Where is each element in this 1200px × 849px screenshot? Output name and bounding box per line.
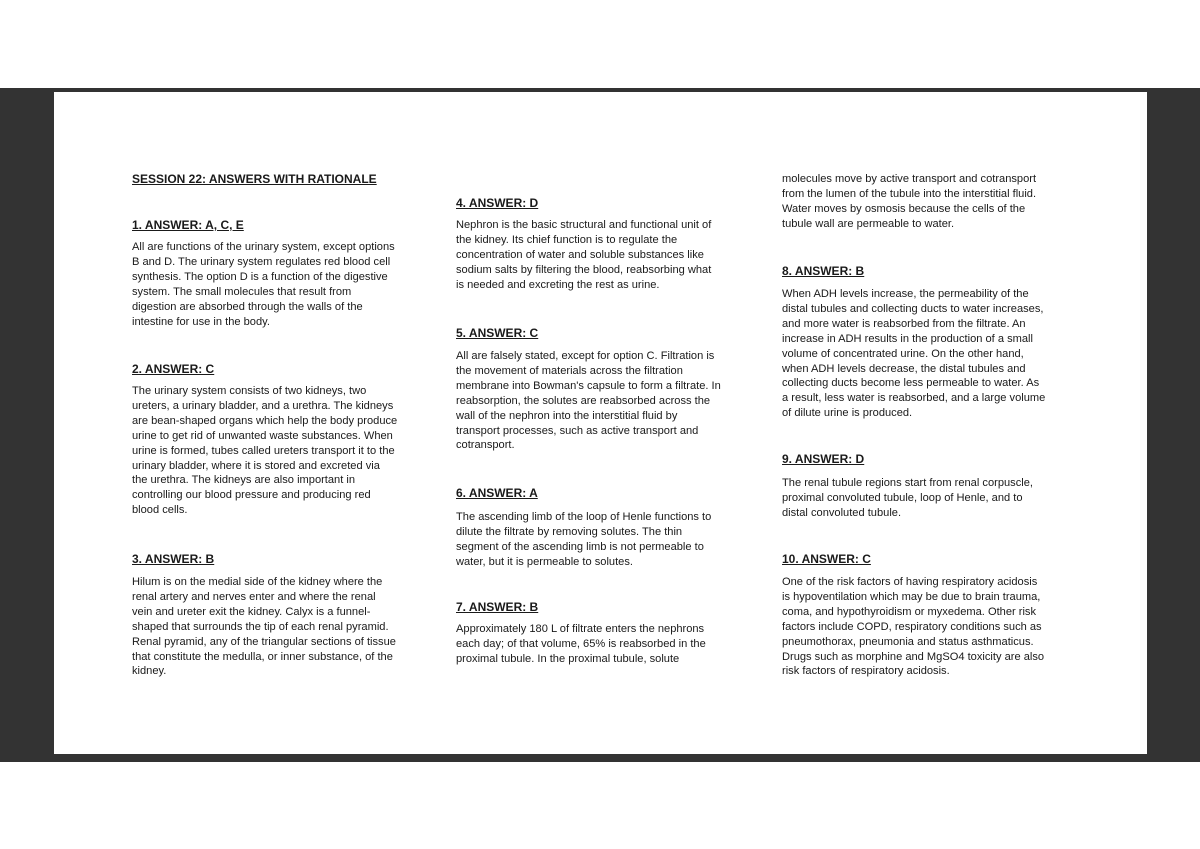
text-line: pneumothorax, pneumonia and status asthmaticus. [782,635,1034,648]
text-line: digestion are absorbed through the walls of the [132,300,363,313]
answer-7-heading: 7. ANSWER: B [456,600,539,614]
text-line: is needed and excreting the rest as urine. [456,278,660,291]
text-line: All are functions of the urinary system, except options [132,241,395,253]
answer-8-rationale [782,287,1082,421]
text-line: When ADH levels increase, the permeability of the [782,288,1029,300]
text-line: the movement of materials across the filtration [456,364,683,377]
text-line: wall of the nephron into the interstitial fluid by [456,409,678,422]
text-line: molecules move by active transport and cotransport [782,173,1037,185]
text-line: tubule wall are permeable to water. [782,217,955,230]
text-line: of dilute urine is produced. [782,407,913,420]
text-line: proximal tubule. In the proximal tubule, solute [456,652,680,665]
text-line: sodium salts by filtering the blood, reabsorbing what [456,263,712,276]
text-line: Renal pyramid, any of the triangular sections of tissue [132,635,396,648]
text-line: One of the risk factors of having respiratory acidosis [782,576,1038,588]
text-line: coma, and hypothyroidism or myxedema. Other risk [782,605,1037,618]
text-line: segment of the ascending limb is not permeable to [456,540,704,553]
text-line: membrane into Bowman's capsule to form a filtrate. In [456,379,721,392]
answer-1-rationale [132,240,432,329]
text-line: The ascending limb of the loop of Henle functions to [456,511,712,523]
text-line: The urinary system consists of two kidneys, two [132,385,367,397]
answer-8-heading: 8. ANSWER: B [782,264,865,278]
text-line: is hypoventilation which may be due to brain trauma, [782,590,1041,603]
text-line: kidney. [132,665,167,678]
text-line: cotransport. [456,439,515,452]
text-line: dilute the filtrate by removing solutes. The thin [456,525,683,538]
answer-6-heading: 6. ANSWER: A [456,486,538,500]
text-line: synthesis. The option D is a function of the digestive [132,270,388,283]
answer-3-rationale [132,575,432,679]
answer-10-heading: 10. ANSWER: C [782,552,871,566]
answer-3-heading: 3. ANSWER: B [132,552,215,566]
answer-7-rationale [456,622,756,667]
text-line: renal artery and nerves enter and where the renal [132,590,376,603]
text-line: Approximately 180 L of filtrate enters the nephrons [456,623,705,635]
text-line: All are falsely stated, except for option C. Filtration is [456,350,715,362]
text-line: a result, less water is reabsorbed, and a large volume [782,392,1046,405]
text-line: each day; of that volume, 65% is reabsorbed in the [456,637,706,650]
answer-5-heading: 5. ANSWER: C [456,326,539,340]
text-line: urine is formed, tubes called ureters transport it to the [132,444,395,457]
answer-9-heading: 9. ANSWER: D [782,452,865,466]
answer-6-rationale [456,510,756,570]
text-line: from the lumen of the tubule into the interstitial fluid. [782,187,1037,200]
text-line: the urethra. The kidneys are also important in [132,474,356,487]
text-line: ureters, a urinary bladder, and a urethra. The kidneys [132,399,394,412]
answer-5-rationale [456,349,756,453]
text-line: Drugs such as morphine and MgSO4 toxicity are also [782,650,1045,663]
text-line: controlling our blood pressure and producing red [132,489,371,502]
text-line: collecting ducts become less permeable to water. As [782,377,1040,390]
session-title: SESSION 22: ANSWERS WITH RATIONALE [132,172,377,186]
document-viewer [0,88,1200,762]
text-line: when ADH levels decrease, the distal tubules and [782,362,1026,375]
text-line: and more water is reabsorbed from the filtrate. An [782,317,1026,330]
text-line: vein and ureter exit the kidney. Calyx is a funnel- [132,605,371,618]
text-line: are bean-shaped organs which help the body produce [132,414,398,427]
text-line: Water moves by osmosis because the cells of the [782,202,1026,215]
text-line: increase in ADH results in the production of a small [782,332,1033,345]
text-line: reabsorption, the solutes are reabsorbed across the [456,394,711,407]
text-line: urine to get rid of unwanted waste substances. When [132,429,393,442]
text-line: that constitute the medulla, or inner substance, of the [132,650,393,663]
text-line: distal convoluted tubule. [782,506,902,519]
text-line: distal tubules and collecting ducts to water increases, [782,302,1044,315]
answer-4-rationale [456,218,756,293]
text-line: shaped that surrounds the tip of each renal pyramid. [132,620,389,633]
text-line: concentration of water and soluble substances like [456,248,704,261]
text-line: water, but it is permeable to solutes. [456,555,633,568]
text-line: factors include COPD, respiratory conditions such as [782,620,1042,633]
answer-4-heading: 4. ANSWER: D [456,196,539,210]
text-line: system. The small molecules that result from [132,285,352,298]
text-line: urinary bladder, where it is stored and excreted via [132,459,380,472]
text-line: volume of concentrated urine. On the other hand, [782,347,1024,360]
text-line: blood cells. [132,504,188,517]
text-line: risk factors of respiratory acidosis. [782,665,950,678]
answer-2-heading: 2. ANSWER: C [132,362,215,376]
text-line: Nephron is the basic structural and functional unit of [456,219,712,231]
text-line: intestine for use in the body. [132,315,270,328]
text-line: the kidney. Its chief function is to regulate the [456,233,678,246]
text-line: Hilum is on the medial side of the kidney where the [132,576,383,588]
answer-7-rationale-continued [782,172,1082,232]
text-line: B and D. The urinary system regulates red blood cell [132,255,391,268]
answer-1-heading: 1. ANSWER: A, C, E [132,218,244,232]
answer-2-rationale [132,384,432,518]
text-line: proximal convoluted tubule, loop of Henle, and to [782,491,1023,504]
answer-9-rationale [782,476,1082,521]
text-line: transport processes, such as active transport and [456,424,699,437]
text-line: The renal tubule regions start from renal corpuscle, [782,477,1033,489]
document-page [54,92,1147,754]
answer-10-rationale [782,575,1082,679]
